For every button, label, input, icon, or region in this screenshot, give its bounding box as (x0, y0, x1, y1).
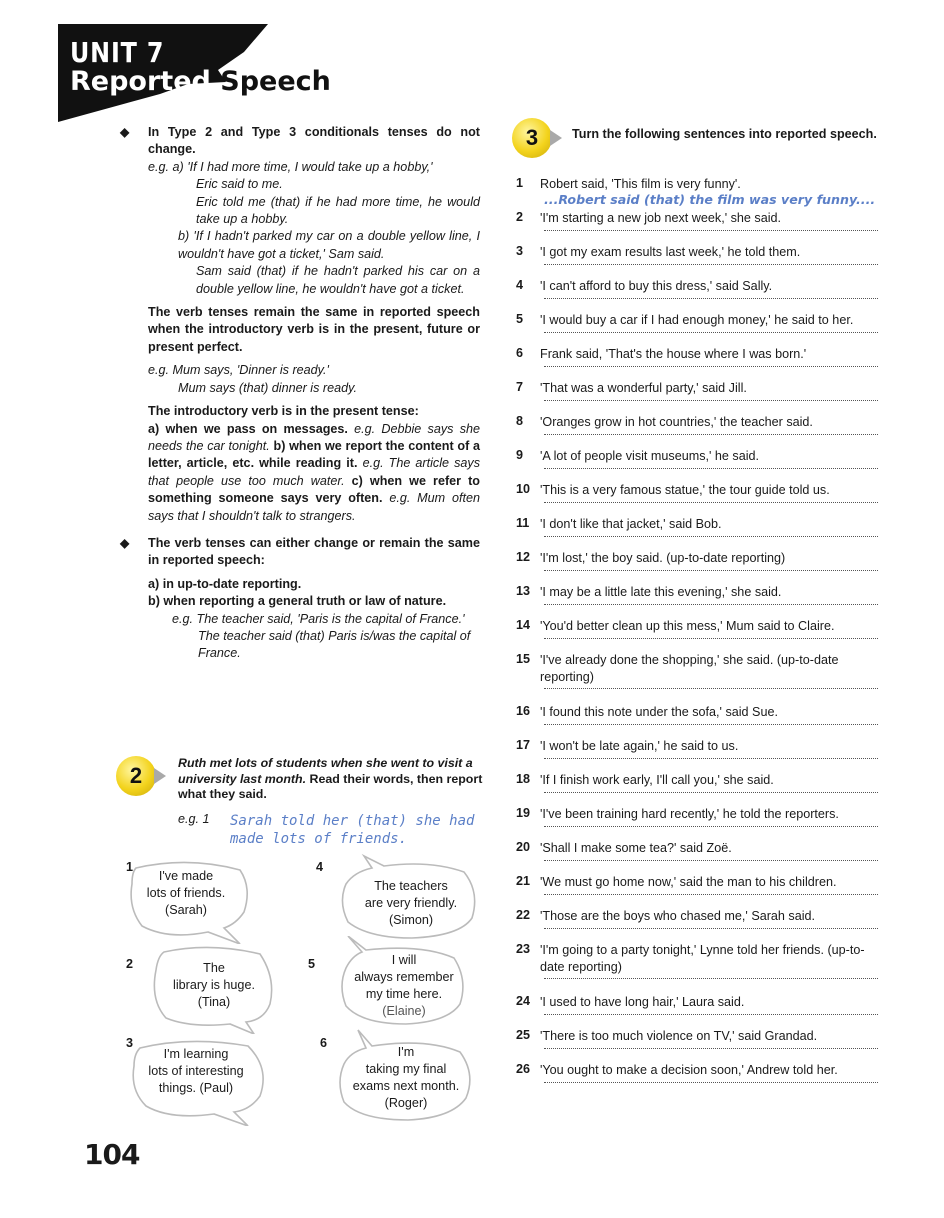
bubble-number-4: 4 (316, 860, 324, 874)
change-remain-b: b) when reporting a general truth or law of nature. (148, 594, 447, 609)
item-number: 24 (516, 994, 531, 1008)
item-number: 9 (516, 448, 524, 462)
item-sentence: 'I'm going to a party tonight,' Lynne told her friends. (up-to-date reporting) (540, 943, 865, 974)
exercise-2-instructions: Ruth met lots of students when she went to visit a university last month. Read their words, then report what they said. (178, 756, 483, 802)
answer-line[interactable] (544, 434, 878, 435)
answer-line[interactable] (544, 468, 878, 469)
speech-bubble-6: I'm taking my final exams next month. (Roger) (336, 1026, 476, 1124)
item-number: 5 (516, 312, 524, 326)
item-sentence: 'I found this note under the sofa,' said Sue. (540, 705, 778, 719)
answer-line[interactable] (544, 688, 878, 689)
answer-line[interactable] (544, 1048, 878, 1049)
speech-bubble-3: I'm learning lots of interesting things. (Paul) (130, 1034, 270, 1126)
answer-line[interactable] (544, 1082, 878, 1083)
answer-line[interactable] (544, 724, 878, 725)
item-number: 17 (516, 738, 531, 752)
item-number: 23 (516, 942, 531, 956)
answer-line[interactable] (544, 264, 878, 265)
item-number: 10 (516, 482, 531, 496)
item-sentence: 'I'm starting a new job next week,' she said. (540, 211, 782, 225)
item-number: 18 (516, 772, 531, 786)
answer-line[interactable] (544, 826, 878, 827)
item-sentence: 'I may be a little late this evening,' she said. (540, 585, 782, 599)
example-paris-1: e.g. The teacher said, 'Paris is the capital of France.' (172, 611, 465, 626)
exercise-2-example: e.g. 1 Sarah told her (that) she had made lots of friends. (178, 812, 210, 826)
bubble-number-2: 2 (126, 957, 134, 971)
example-paris-2: The teacher said (that) Paris is/was the capital of France. (198, 628, 471, 661)
item-sentence: 'I don't like that jacket,' said Bob. (540, 517, 722, 531)
example-a-line2: Eric said to me. (196, 177, 283, 192)
bubble-number-1: 1 (126, 860, 134, 874)
item-sentence: 'We must go home now,' said the man to his children. (540, 875, 837, 889)
item-sentence: 'This is a very famous statue,' the tour guide told us. (540, 483, 830, 497)
grammar-point-present-intro: The introductory verb is in the present tense: (148, 404, 419, 419)
exercise-2-example-answer: Sarah told her (that) she had made lots of friends. (230, 813, 475, 847)
answer-line[interactable] (544, 758, 878, 759)
answer-line[interactable] (544, 928, 878, 929)
item-number: 1 (516, 176, 524, 190)
answer-line[interactable] (544, 638, 878, 639)
bubble-number-5: 5 (308, 957, 316, 971)
item-number: 21 (516, 874, 531, 888)
example-b-line1: b) 'If I hadn't parked my car on a double yellow line, I wouldn't have got a ticket,' Sam said. (178, 229, 480, 261)
answer-line[interactable] (544, 978, 878, 979)
present-intro-a: a) when we pass on messages. e.g. Debbie says she needs the car tonight. b) when we report the content of a letter, article, etc. while reading it. e.g. The article says that people use too much water. c) when we refer to something someone says very often. e.g. Mum often says that I shouldn't talk to strangers. (148, 421, 481, 523)
answer-line[interactable] (544, 1014, 878, 1015)
grammar-point-same-tense: The verb tenses remain the same in reported speech when the introductory verb is in the present, future or present perfect. (148, 305, 480, 354)
item-sentence: 'I got my exam results last week,' he told them. (540, 245, 801, 259)
item-sentence: 'A lot of people visit museums,' he said. (540, 449, 760, 463)
item-sentence: 'I won't be late again,' he said to us. (540, 739, 739, 753)
item-sentence: 'You ought to make a decision soon,' Andrew told her. (540, 1063, 838, 1077)
answer-line[interactable] (544, 230, 878, 231)
answer-line[interactable] (544, 860, 878, 861)
item-number: 20 (516, 840, 531, 854)
item-number: 11 (516, 516, 530, 530)
grammar-point-change-or-remain: ◆ The verb tenses can either change or remain the same in reported speech: (120, 535, 480, 570)
item-number: 13 (516, 584, 531, 598)
item-sentence: 'I've already done the shopping,' she said. (up-to-date reporting) (540, 653, 839, 684)
exercise-3-number-badge: 3 (512, 118, 552, 158)
page-number: 104 (84, 1138, 140, 1171)
item-number: 19 (516, 806, 531, 820)
answer-line[interactable] (544, 604, 878, 605)
answer-line[interactable] (544, 570, 878, 571)
item-sentence: 'That was a wonderful party,' said Jill. (540, 381, 747, 395)
answer-line[interactable] (544, 400, 878, 401)
item-sentence: 'I can't afford to buy this dress,' said Sally. (540, 279, 773, 293)
example-mum-2: Mum says (that) dinner is ready. (178, 380, 357, 395)
answer-line[interactable] (544, 792, 878, 793)
item-number: 4 (516, 278, 524, 292)
answer-line[interactable] (544, 332, 878, 333)
item-sentence: 'Oranges grow in hot countries,' the teacher said. (540, 415, 813, 429)
answer-line[interactable] (544, 894, 878, 895)
example-answer: ...Robert said (that) the film was very funny.... (544, 192, 876, 207)
answer-line[interactable] (544, 502, 878, 503)
speech-bubble-5: I will always remember my time here. (Elaine) (338, 936, 468, 1030)
item-number: 2 (516, 210, 524, 224)
exercise-3-instructions: Turn the following sentences into reported speech. (572, 127, 877, 141)
change-remain-a: a) in up-to-date reporting. (148, 576, 302, 591)
unit-title: Reported Speech (70, 66, 331, 97)
answer-line[interactable] (544, 298, 878, 299)
speech-bubble-1: I've made lots of friends. (Sarah) (128, 858, 254, 944)
item-sentence: 'I've been training hard recently,' he told the reporters. (540, 807, 839, 821)
item-number: 15 (516, 652, 531, 666)
unit-label: UNIT 7 (70, 36, 165, 69)
answer-line[interactable] (544, 366, 878, 367)
item-number: 26 (516, 1062, 531, 1076)
item-sentence: 'I used to have long hair,' Laura said. (540, 995, 745, 1009)
item-number: 22 (516, 908, 531, 922)
item-number: 16 (516, 704, 531, 718)
item-sentence: Robert said, 'This film is very funny'. (540, 177, 741, 191)
item-number: 12 (516, 550, 531, 564)
item-sentence: 'You'd better clean up this mess,' Mum said to Claire. (540, 619, 835, 633)
item-sentence: 'Shall I make some tea?' said Zoë. (540, 841, 732, 855)
example-b-line2: Sam said (that) if he hadn't parked his car on a double yellow line, he wouldn't have got a ticket. (196, 264, 480, 296)
item-sentence: Frank said, 'That's the house where I was born.' (540, 347, 807, 361)
item-number: 14 (516, 618, 531, 632)
item-sentence: 'There is too much violence on TV,' said Grandad. (540, 1029, 818, 1043)
item-sentence: 'I'm lost,' the boy said. (up-to-date reporting) (540, 551, 786, 565)
item-number: 8 (516, 414, 524, 428)
item-number: 3 (516, 244, 524, 258)
bubble-number-3: 3 (126, 1036, 134, 1050)
speech-bubble-2: The library is huge. (Tina) (150, 944, 276, 1034)
item-number: 6 (516, 346, 524, 360)
bubble-number-6: 6 (320, 1036, 328, 1050)
speech-bubble-4: The teachers are very friendly. (Simon) (338, 852, 480, 944)
answer-line[interactable] (544, 536, 878, 537)
example-a-line3: Eric told me (that) if he had more time, he would take up a hobby. (196, 194, 480, 227)
example-a-line1: e.g. a) 'If I had more time, I would take up a hobby,' (148, 159, 433, 174)
example-mum-1: e.g. Mum says, 'Dinner is ready.' (148, 363, 329, 378)
item-sentence: 'If I finish work early, I'll call you,' she said. (540, 773, 774, 787)
grammar-notes (120, 124, 480, 663)
item-number: 7 (516, 380, 524, 394)
item-sentence: 'I would buy a car if I had enough money,' he said to her. (540, 313, 854, 327)
item-sentence: 'Those are the boys who chased me,' Sarah said. (540, 909, 816, 923)
grammar-point-conditionals: ◆ In Type 2 and Type 3 conditionals tenses do not change. (120, 124, 480, 159)
exercise-2-number-badge: 2 (116, 756, 156, 796)
item-number: 25 (516, 1028, 531, 1042)
